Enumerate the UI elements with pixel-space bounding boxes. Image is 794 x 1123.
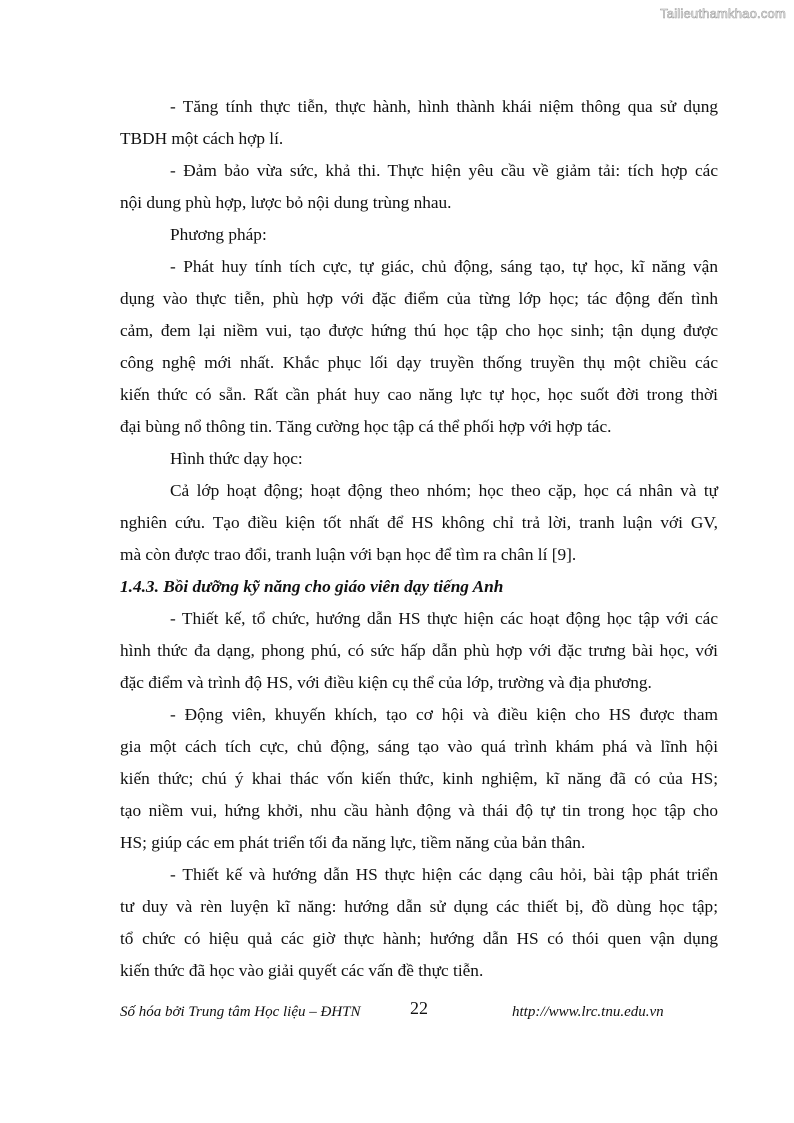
watermark-text: Tailieuthamkhao.com <box>660 6 786 21</box>
footer-source: Số hóa bởi Trung tâm Học liệu – ĐHTN <box>120 1004 361 1020</box>
paragraph-line: tổ chức có hiệu quả các giờ thực hành; hướng dẫn HS có thói quen vận dụng <box>120 929 718 948</box>
paragraph-line: - Thiết kế và hướng dẫn HS thực hiện các dạng câu hỏi, bài tập phát triển <box>170 865 718 884</box>
paragraph-line: gia một cách tích cực, chủ động, sáng tạo vào quá trình khám phá và lĩnh hội <box>120 737 718 756</box>
paragraph-line: tư duy và rèn luyện kĩ năng: hướng dẫn sử dụng các thiết bị, đồ dùng học tập; <box>120 897 718 916</box>
page-number: 22 <box>410 998 428 1018</box>
paragraph-line: - Động viên, khuyến khích, tạo cơ hội và điều kiện cho HS được tham <box>170 705 718 724</box>
paragraph-line: nghiên cứu. Tạo điều kiện tốt nhất để HS không chỉ trả lời, tranh luận với GV, <box>120 513 718 532</box>
paragraph-line: - Đảm bảo vừa sức, khả thi. Thực hiện yêu cầu về giảm tải: tích hợp các <box>170 161 718 180</box>
paragraph-line: tạo niềm vui, hứng khởi, nhu cầu hành động và thái độ tự tin trong học tập cho <box>120 801 718 820</box>
paragraph-line: - Tăng tính thực tiễn, thực hành, hình thành khái niệm thông qua sử dụng <box>170 97 718 116</box>
paragraph-line: kiến thức có sẵn. Rất cần phát huy cao năng lực tự học, học suốt đời trong thời <box>120 385 718 404</box>
paragraph-line: kiến thức đã học vào giải quyết các vấn đề thực tiễn. <box>120 961 484 980</box>
paragraph-line: - Phát huy tính tích cực, tự giác, chủ động, sáng tạo, tự học, kĩ năng vận <box>170 257 718 276</box>
paragraph-line: công nghệ mới nhất. Khắc phục lối dạy truyền thống truyền thụ một chiều các <box>120 353 718 372</box>
footer-url: http://www.lrc.tnu.edu.vn <box>512 1004 664 1020</box>
section-heading: 1.4.3. Bồi dưỡng kỹ năng cho giáo viên dạy tiếng Anh <box>120 577 504 596</box>
paragraph-line: dụng vào thực tiễn, phù hợp với đặc điểm của từng lớp học; tác động đến tình <box>120 289 718 308</box>
paragraph-line: hình thức đa dạng, phong phú, có sức hấp dẫn phù hợp với đặc trưng bài học, với <box>120 641 718 660</box>
paragraph-line: nội dung phù hợp, lược bỏ nội dung trùng nhau. <box>120 193 452 212</box>
paragraph-line: Cả lớp hoạt động; hoạt động theo nhóm; học theo cặp, học cá nhân và tự <box>170 481 718 500</box>
paragraph-line: đại bùng nổ thông tin. Tăng cường học tập cá thể phối hợp với hợp tác. <box>120 417 612 436</box>
paragraph-line: đặc điểm và trình độ HS, với điều kiện cụ thể của lớp, trường và địa phương. <box>120 673 652 692</box>
page-footer <box>120 998 718 1028</box>
paragraph-line: HS; giúp các em phát triển tối đa năng lực, tiềm năng của bản thân. <box>120 833 586 852</box>
paragraph-line: kiến thức; chú ý khai thác vốn kiến thức, kinh nghiệm, kĩ năng đã có của HS; <box>120 769 718 788</box>
section-label-methods: Phương pháp: <box>170 225 267 244</box>
section-label-teaching-forms: Hình thức dạy học: <box>170 449 303 468</box>
paragraph-line: TBDH một cách hợp lí. <box>120 129 284 148</box>
paragraph-line: mà còn được trao đổi, tranh luận với bạn học để tìm ra chân lí [9]. <box>120 545 577 564</box>
paragraph-line: - Thiết kế, tổ chức, hướng dẫn HS thực hiện các hoạt động học tập với các <box>170 609 718 628</box>
document-body <box>120 91 718 987</box>
paragraph-line: cảm, đem lại niềm vui, tạo được hứng thú học tập cho học sinh; tận dụng được <box>120 321 718 340</box>
